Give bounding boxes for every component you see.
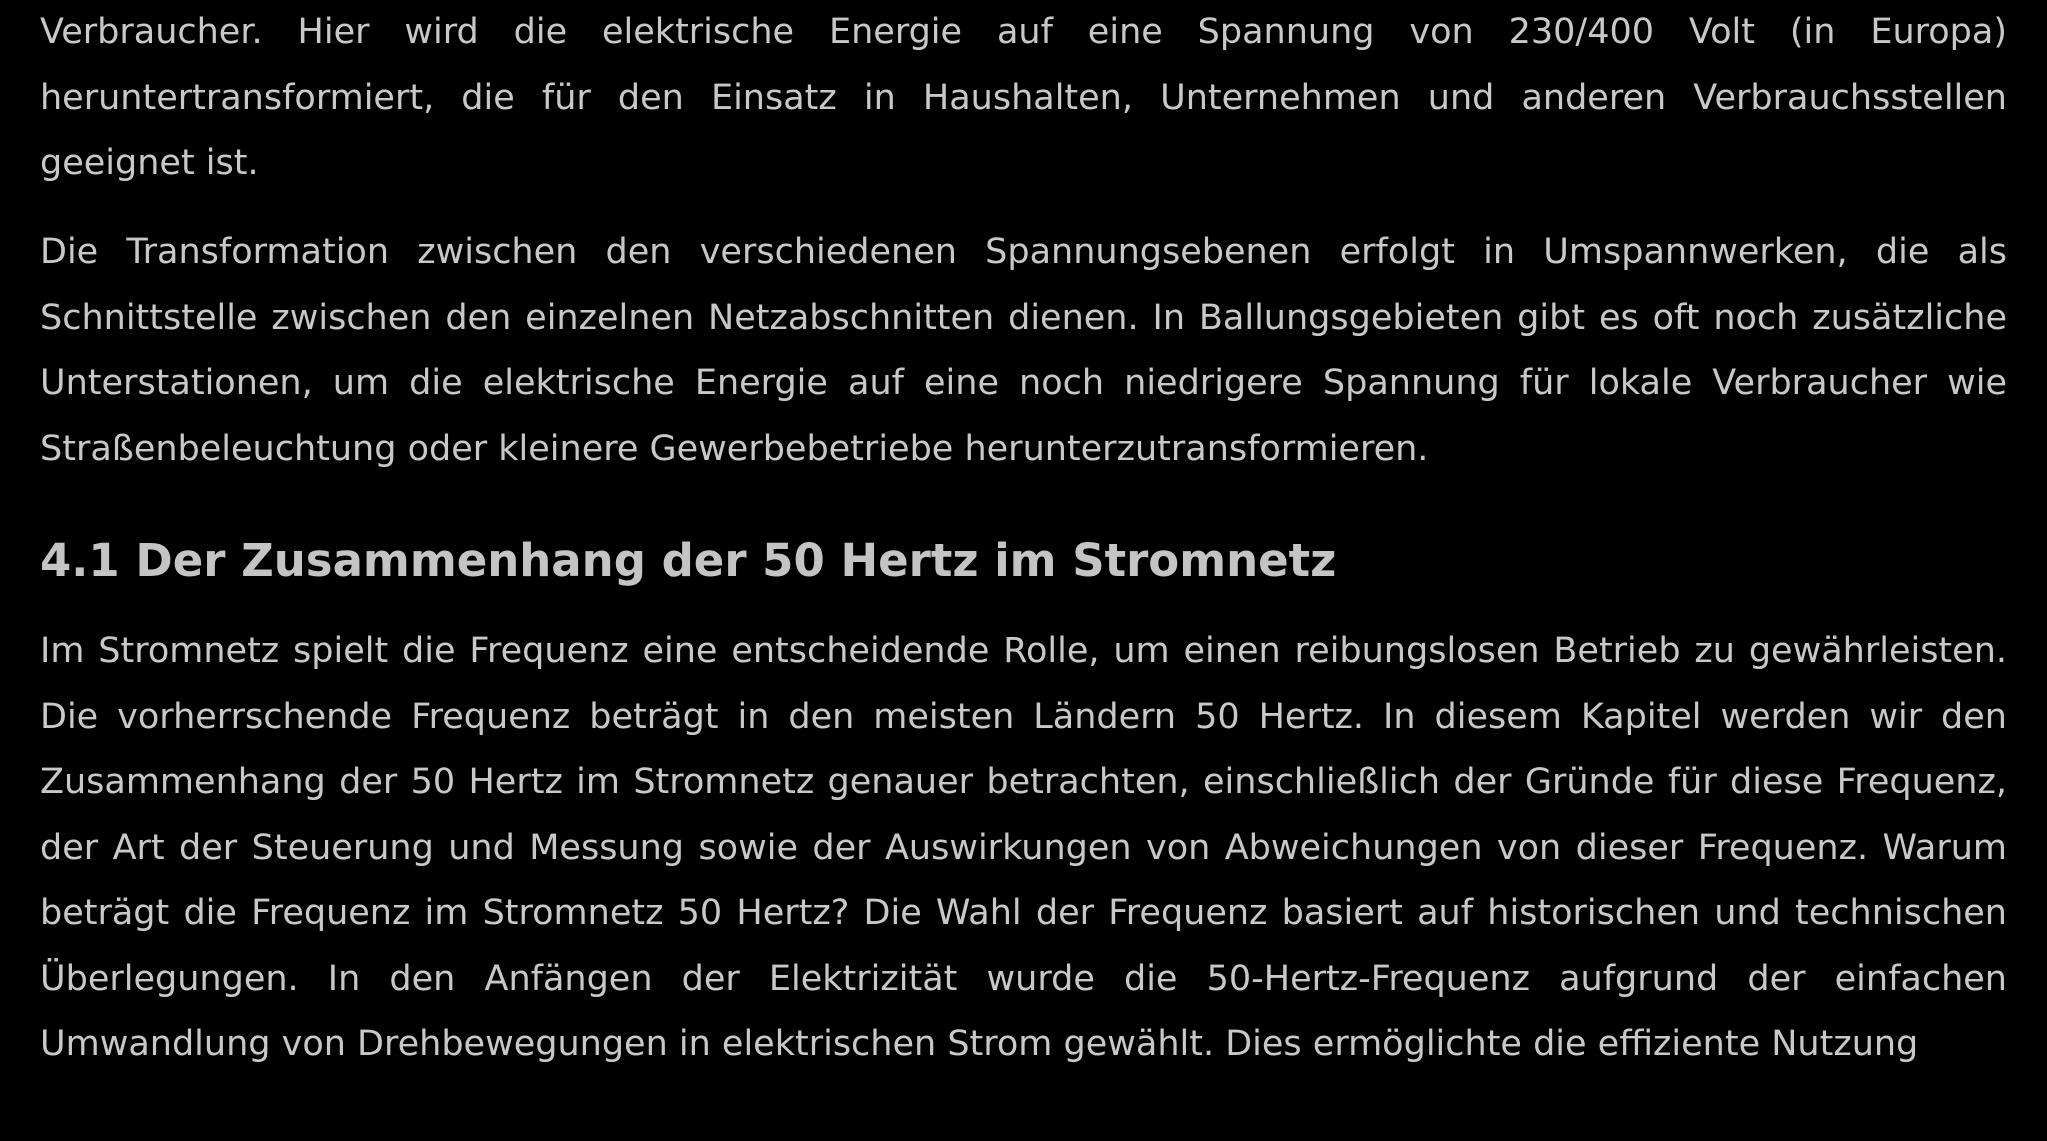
section-heading: 4.1 Der Zusammenhang der 50 Hertz im Stromnetz bbox=[40, 534, 1337, 587]
reader-page bbox=[40, 0, 2007, 1141]
paragraph-voltage-transformation: Verbraucher. Hier wird die elektrische Energie auf eine Spannung von 230/400 Volt (in Europa) heruntertransformiert, die für den Einsatz in Haushalten, Unternehmen und anderen Verbrauchsstellen geeignet ist. bbox=[40, 12, 2007, 183]
paragraph-50-hertz: Im Stromnetz spielt die Frequenz eine entscheidende Rolle, um einen reibungslosen Betrieb zu gewährleisten. Die vorherrschende Frequenz beträgt in den meisten Ländern 50 Hertz. In diesem Kapitel werden wir den Zusammenhang der 50 Hertz im Stromnetz genauer betrachten, einschließlich der Gründe für diese Frequenz, der Art der Steuerung und Messung sowie der Auswirkungen von Abweichungen von dieser Frequenz. Warum beträgt die Frequenz im Stromnetz 50 Hertz? Die Wahl der Frequenz basiert auf historischen und technischen Überlegungen. In den Anfängen der Elektrizität wurde die 50-Hertz-Frequenz aufgrund der einfachen Umwandlung von Drehbewegungen in elektrischen Strom gewählt. Dies ermöglichte die effiziente Nutzung bbox=[40, 631, 2007, 1064]
paragraph-substations: Die Transformation zwischen den verschiedenen Spannungsebenen erfolgt in Umspannwerken, die als Schnittstelle zwischen den einzelnen Netzabschnitten dienen. In Ballungsgebieten gibt es oft noch zusätzliche Unterstationen, um die elektrische Energie auf eine noch niedrigere Spannung für lokale Verbraucher wie Straßenbeleuchtung oder kleinere Gewerbebetriebe herunterzutransformieren. bbox=[40, 232, 2007, 469]
